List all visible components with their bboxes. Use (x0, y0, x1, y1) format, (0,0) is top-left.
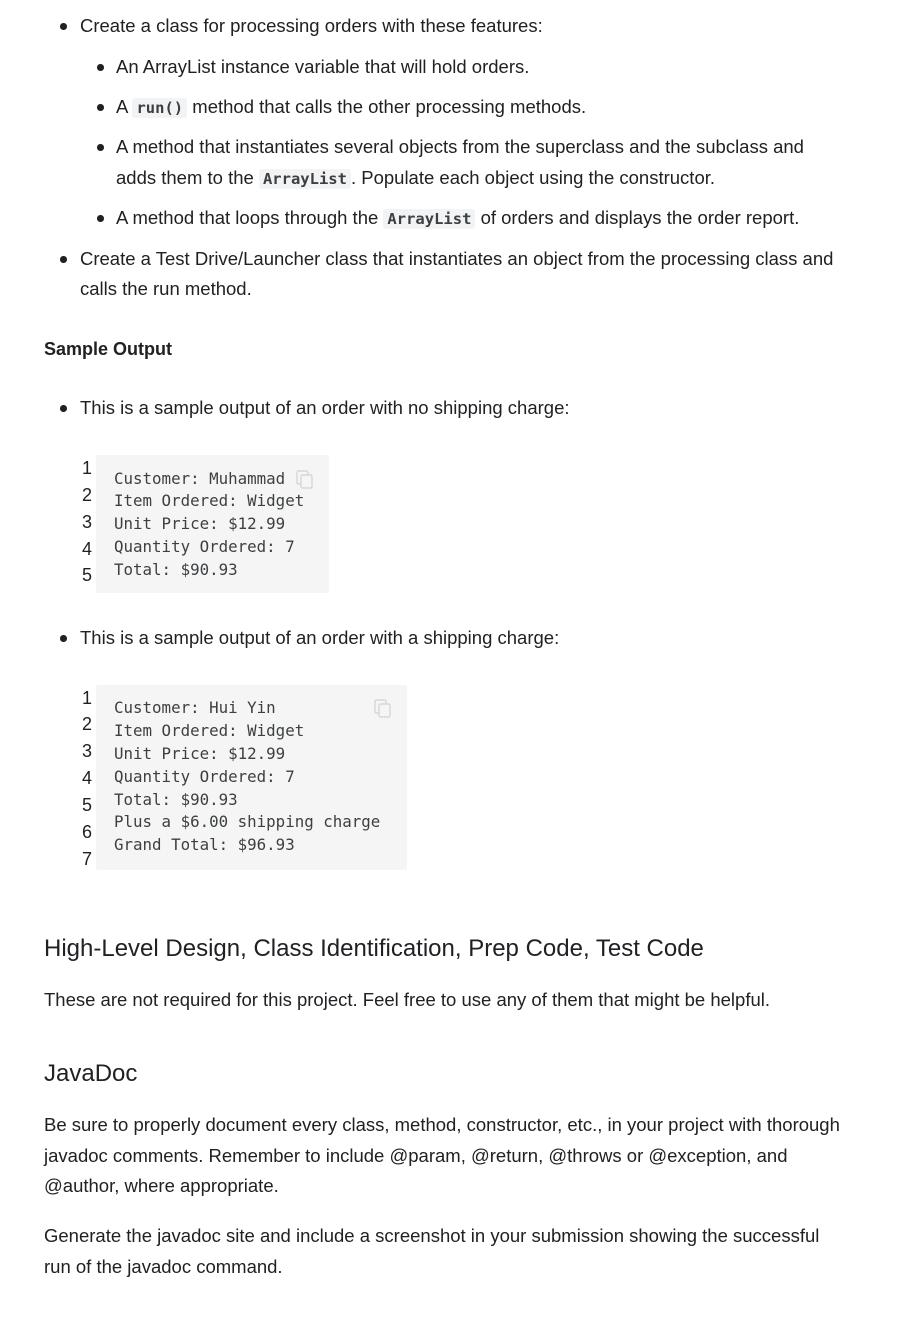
javadoc-paragraph-line: @author, where appropriate. (44, 1175, 279, 1196)
design-text: These are not required for this project. Feel free to use any of them that might be helpful. (44, 989, 771, 1010)
list-item-processing-class: Create a class for processing orders with these features: (80, 15, 543, 36)
sample-output-heading: Sample Output (44, 339, 173, 359)
javadoc-paragraph-line: Be sure to properly document every class, method, constructor, etc., in your project with thorough (44, 1114, 840, 1135)
code-line: Total: $90.93 (114, 790, 238, 809)
bullet (97, 215, 104, 222)
line-number: 3 (81, 741, 92, 761)
list-item-instantiate-method-line2 (116, 163, 715, 194)
bullet (60, 635, 67, 642)
bullet (60, 256, 67, 263)
list-item-loop-method (116, 203, 799, 234)
line-number: 1 (81, 688, 92, 708)
list-item-launcher-line2: calls the run method. (80, 278, 252, 299)
code-line: Plus a $6.00 shipping charge (114, 812, 381, 831)
line-number: 1 (81, 458, 92, 478)
list-item-run-method (116, 92, 586, 123)
line-number: 6 (81, 822, 92, 842)
javadoc-paragraph-line: run of the javadoc command. (44, 1256, 283, 1277)
code-line: Customer: Muhammad (114, 469, 286, 488)
text-fragment: method that calls the other processing methods. (192, 96, 587, 117)
line-number: 4 (81, 768, 92, 788)
code-line: Item Ordered: Widget (114, 721, 305, 740)
code-line: Unit Price: $12.99 (114, 744, 286, 763)
line-number: 3 (81, 512, 92, 532)
text-fragment: adds them to the (116, 167, 254, 188)
inline-code-run: run() (132, 98, 187, 118)
copy-icon[interactable] (374, 699, 392, 719)
javadoc-paragraph-line: javadoc comments. Remember to include @param, @return, @throws or @exception, and (44, 1145, 788, 1166)
code-line: Unit Price: $12.99 (114, 514, 286, 533)
line-number: 4 (81, 539, 92, 559)
sample-intro-no-shipping: This is a sample output of an order with no shipping charge: (80, 397, 570, 418)
bullet (60, 405, 67, 412)
sample-intro-shipping: This is a sample output of an order with a shipping charge: (80, 627, 560, 648)
bullet (97, 64, 104, 71)
list-item-launcher-line1: Create a Test Drive/Launcher class that instantiates an object from the processing class and (80, 248, 834, 269)
list-item-arraylist-variable: An ArrayList instance variable that will hold orders. (116, 56, 530, 77)
line-number: 5 (81, 565, 92, 585)
list-item-instantiate-method-line1: A method that instantiates several objects from the superclass and the subclass and (116, 136, 804, 157)
code-line: Total: $90.93 (114, 560, 238, 579)
inline-code-arraylist: ArrayList (383, 209, 475, 229)
code-line: Item Ordered: Widget (114, 491, 305, 510)
line-number: 5 (81, 795, 92, 815)
text-fragment: A method that loops through the (116, 207, 379, 228)
copy-icon[interactable] (296, 470, 314, 490)
inline-code-arraylist: ArrayList (259, 169, 351, 189)
bullet (97, 104, 104, 111)
design-heading: High-Level Design, Class Identification, Prep Code, Test Code (44, 935, 704, 962)
line-number: 7 (81, 849, 92, 869)
text-fragment: . Populate each object using the constructor. (350, 167, 716, 188)
code-line: Grand Total: $96.93 (114, 835, 295, 854)
line-number: 2 (81, 714, 92, 734)
line-number: 2 (81, 485, 92, 505)
code-line: Quantity Ordered: 7 (114, 537, 295, 556)
javadoc-paragraph-line: Generate the javadoc site and include a screenshot in your submission showing the successful (44, 1225, 820, 1246)
code-line: Quantity Ordered: 7 (114, 767, 295, 786)
bullet (60, 23, 67, 30)
javadoc-heading: JavaDoc (44, 1060, 138, 1087)
bullet (97, 144, 104, 151)
code-line: Customer: Hui Yin (114, 698, 276, 717)
text-fragment: of orders and displays the order report. (480, 207, 800, 228)
text-fragment: A (116, 96, 128, 117)
